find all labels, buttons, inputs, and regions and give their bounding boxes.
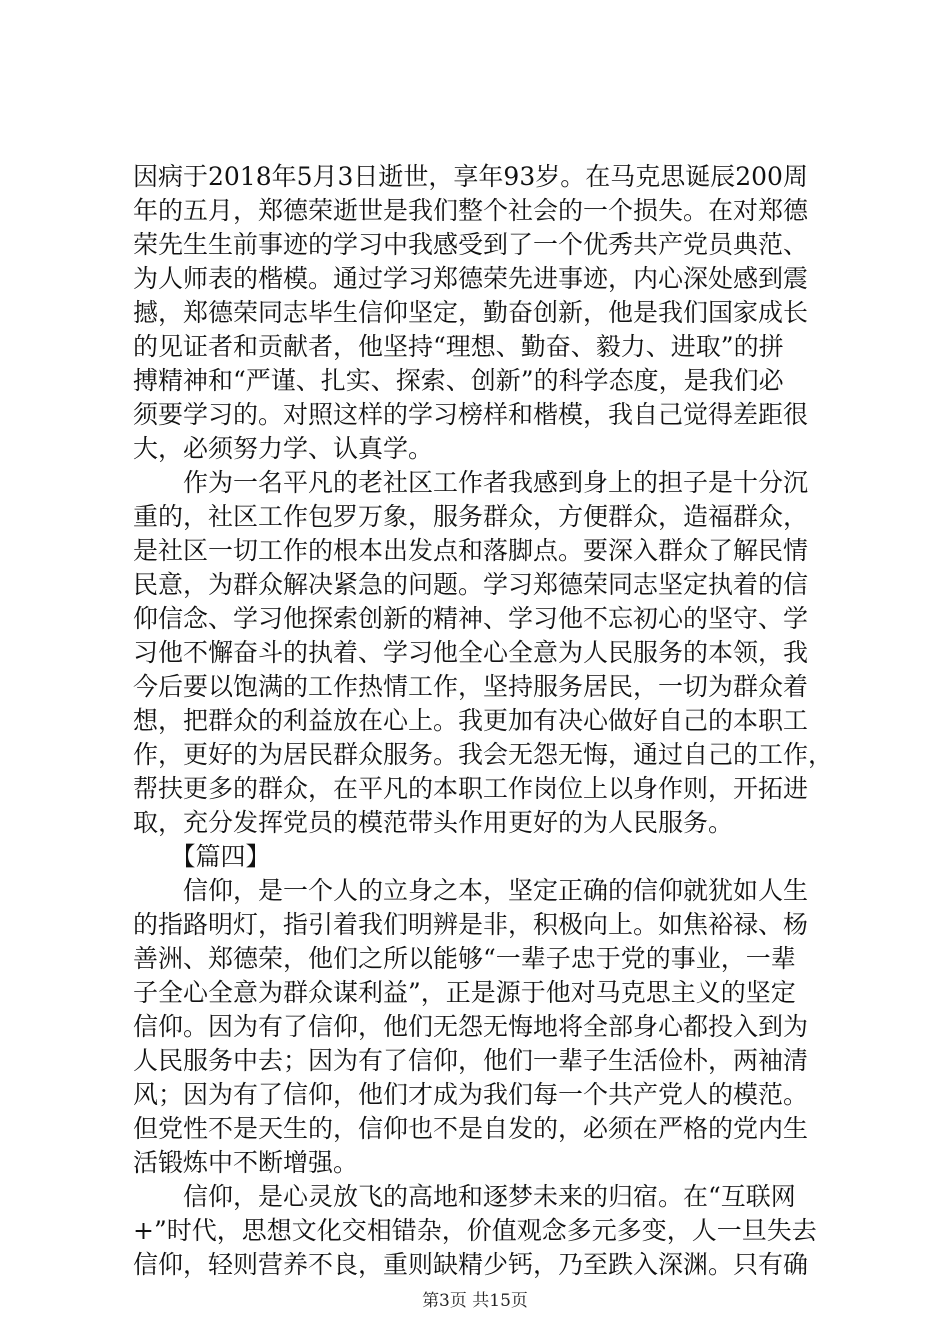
text-line: 作为一名平凡的老社区工作者我感到身上的担子是十分沉 (133, 468, 809, 497)
text-line: 重的，社区工作包罗万象，服务群众，方便群众，造福群众， (133, 502, 809, 531)
text-line: 的见证者和贡献者，他坚持“理想、勤奋、毅力、进取”的拼 (133, 332, 784, 361)
text-line: 大，必须努力学、认真学。 (133, 434, 434, 463)
text-line: 年的五月，郑德荣逝世是我们整个社会的一个损失。在对郑德 (133, 196, 809, 225)
text-line: 取，充分发挥党员的模范带头作用更好的为人民服务。 (133, 808, 734, 837)
text-line: 民意，为群众解决紧急的问题。学习郑德荣同志坚定执着的信 (133, 570, 809, 599)
text-line: 子全心全意为群众谋利益”，正是源于他对马克思主义的坚定 (133, 978, 796, 1007)
text-line: 帮扶更多的群众，在平凡的本职工作岗位上以身作则，开拓进 (133, 774, 809, 803)
text-line: 搏精神和“严谨、扎实、探索、创新”的科学态度，是我们必 (133, 366, 784, 395)
text-line: 的指路明灯，指引着我们明辨是非，积极向上。如焦裕禄、杨 (133, 910, 809, 939)
text-line: 习他不懈奋斗的执着、学习他全心全意为人民服务的本领，我 (133, 638, 809, 667)
text-line: 因病于2018年5月3日逝世，享年93岁。在马克思诞辰200周 (133, 162, 808, 191)
text-line: 是社区一切工作的根本出发点和落脚点。要深入群众了解民情 (133, 536, 809, 565)
text-line: 作，更好的为居民群众服务。我会无怨无悔，通过自己的工作， (133, 740, 833, 769)
text-line: 信仰，是一个人的立身之本，坚定正确的信仰就犹如人生 (133, 876, 809, 905)
page-footer: 第3页 共15页 (422, 1291, 528, 1311)
text-line: 但党性不是天生的，信仰也不是自发的，必须在严格的党内生 (133, 1114, 809, 1143)
text-line: 人民服务中去；因为有了信仰，他们一辈子生活俭朴，两袖清 (133, 1046, 809, 1075)
text-line: 想，把群众的利益放在心上。我更加有决心做好自己的本职工 (133, 706, 809, 735)
text-line: 今后要以饱满的工作热情工作，坚持服务居民，一切为群众着 (133, 672, 809, 701)
section-heading: 【篇四】 (133, 842, 271, 871)
text-line: 须要学习的。对照这样的学习榜样和楷模，我自己觉得差距很 (133, 400, 809, 429)
text-line: +”时代，思想文化交相错杂，价值观念多元多变，人一旦失去 (133, 1216, 817, 1245)
text-line: 仰信念、学习他探索创新的精神、学习他不忘初心的坚守、学 (133, 604, 809, 633)
text-line: 善洲、郑德荣，他们之所以能够“一辈子忠于党的事业，一辈 (133, 944, 796, 973)
text-line: 活锻炼中不断增强。 (133, 1148, 359, 1177)
text-line: 风；因为有了信仰，他们才成为我们每一个共产党人的模范。 (133, 1080, 809, 1109)
text-line: 信仰，是心灵放飞的高地和逐梦未来的归宿。在“互联网 (133, 1182, 796, 1211)
text-line: 荣先生生前事迹的学习中我感受到了一个优秀共产党员典范、 (133, 230, 809, 259)
text-line: 信仰。因为有了信仰，他们无怨无悔地将全部身心都投入到为 (133, 1012, 809, 1041)
text-line: 为人师表的楷模。通过学习郑德荣先进事迹，内心深处感到震 (133, 264, 809, 293)
text-line: 撼，郑德荣同志毕生信仰坚定，勤奋创新，他是我们国家成长 (133, 298, 809, 327)
text-line: 信仰，轻则营养不良，重则缺精少钙，乃至跌入深渊。只有确 (133, 1250, 809, 1279)
